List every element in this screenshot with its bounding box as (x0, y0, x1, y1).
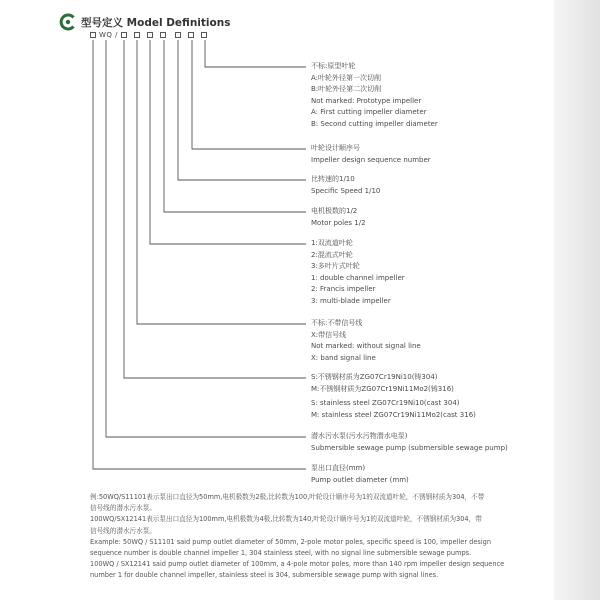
label-specific-speed: 比转速的1/10 Specific Speed 1/10 (311, 175, 381, 195)
leader-signal (137, 40, 306, 324)
leader-specific-speed (178, 40, 306, 180)
label-signal: 不标:不带信号线 X:带信号线 Not marked: without signal line X: band signal line (311, 319, 421, 362)
code-model-text: WQ (99, 31, 113, 39)
leader-material (124, 40, 306, 378)
section-title: 型号定义 Model Definitions (81, 16, 231, 29)
label-impeller-type: 1:双流道叶轮 2:混流式叶轮 3:多叶片式叶轮 1: double channel impeller 2: Francis impeller 3: multi-blade impeller (311, 239, 405, 305)
leader-impeller-type (150, 40, 306, 244)
label-impeller: 不标:原型叶轮 A:叶轮外径第一次切削 B:叶轮外径第二次切削 Not marked: Prototype impeller A: First cutting impeller diameter B: Second cutting impeller diameter (311, 62, 438, 128)
leader-impeller (205, 40, 306, 67)
label-motor-poles: 电机极数的1/2 Motor poles 1/2 (311, 207, 366, 227)
code-slash: / (115, 31, 118, 39)
leader-pump-type (106, 40, 306, 437)
label-pump-type: 潜水污水泵(污水污物潜水电泵) Submersible sewage pump (submersible sewage pump) (311, 432, 508, 452)
leader-outlet (93, 40, 306, 469)
leader-design-seq (192, 40, 306, 149)
label-design-seq: 叶轮设计顺序号 Impeller design sequence number (311, 144, 431, 164)
leader-motor-poles (164, 40, 306, 212)
label-outlet: 泵出口直径(mm) Pump outlet diameter (mm) (311, 464, 409, 484)
label-material: S:不锈钢材质为ZG07Cr19Ni10(铸304) M:不锈钢材质为ZG07Cr19Ni11Mo2(铸316) S: stainless steel ZG07Cr19Ni10(cast 304) M: stainless steel ZG07Cr19Ni11Mo2(cast 316) (311, 373, 476, 419)
example-paragraph: 例:50WQ/S11101表示泵出口直径为50mm,电机极数为2极,比转数为100,叶轮设计顺序号为1的双流道叶轮，不锈钢材质为304，不带 信号线的潜水污水泵。 100WQ/SX12141表示泵出口直径为100mm,电机极数为4极,比转数为140,叶轮设计顺序号为1的双流道叶轮，不锈钢材质为304，带 信号线的潜水污水泵。 Example: 50WQ / S11101 said pump outlet diameter of 50mm, 2-pole motor poles, specific speed is 100, impeller design sequence number is double channel impeller 1, 304 stainless steel, with no signal line submersible sewage pumps. 100WQ / SX12141 said pump outlet diameter of 100mm, a 4-pole motor poles, more than 140 rpm impeller design sequence number 1 for double channel impeller, stainless steel is 304, submersible sewage pump with signal lines. (90, 493, 505, 580)
